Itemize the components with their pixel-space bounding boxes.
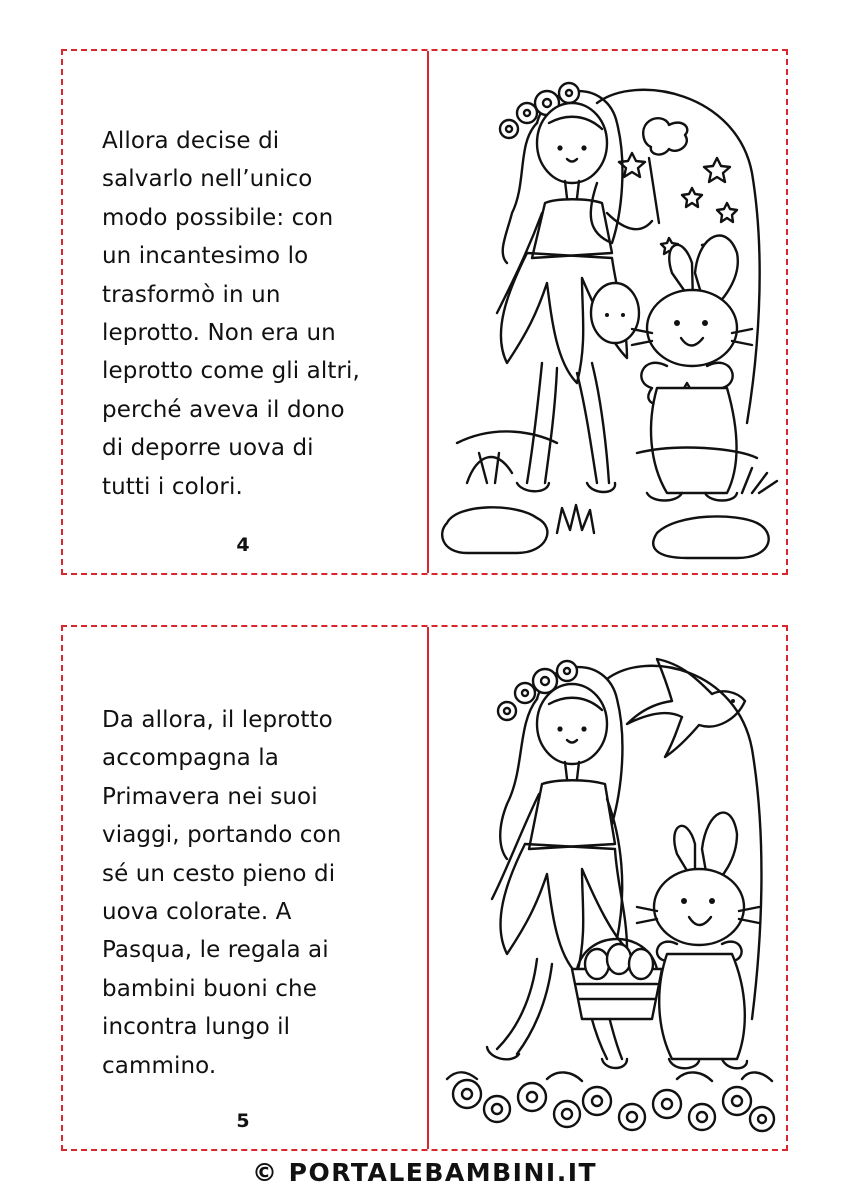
page-number-4: 4 — [236, 534, 250, 556]
booklet-page-4 — [61, 49, 788, 575]
story-text-page-5: Da allora, il leprotto accompagna la Primavera nei suoi viaggi, portando con sé un cesto pieno di uova colorate. A Pasqua, le regala ai bambini buoni che incontra lungo il cammino. — [102, 707, 342, 1079]
page-number-5: 5 — [236, 1110, 250, 1132]
fairy-and-bunny-coloring-illustration — [437, 63, 779, 563]
fairy-bunny-basket-coloring-illustration — [437, 639, 779, 1139]
story-text-page-4: Allora decise di salvarlo nell’unico modo possibile: con un incantesimo lo trasformò in un leprotto. Non era un leprotto come gli altri, perché aveva il dono di deporre uova di tutti i colori. — [102, 128, 360, 500]
fold-line — [427, 627, 429, 1149]
booklet-page-5 — [61, 625, 788, 1151]
fold-line — [427, 51, 429, 573]
copyright-footer: © PORTALEBAMBINI.IT — [251, 1158, 598, 1187]
